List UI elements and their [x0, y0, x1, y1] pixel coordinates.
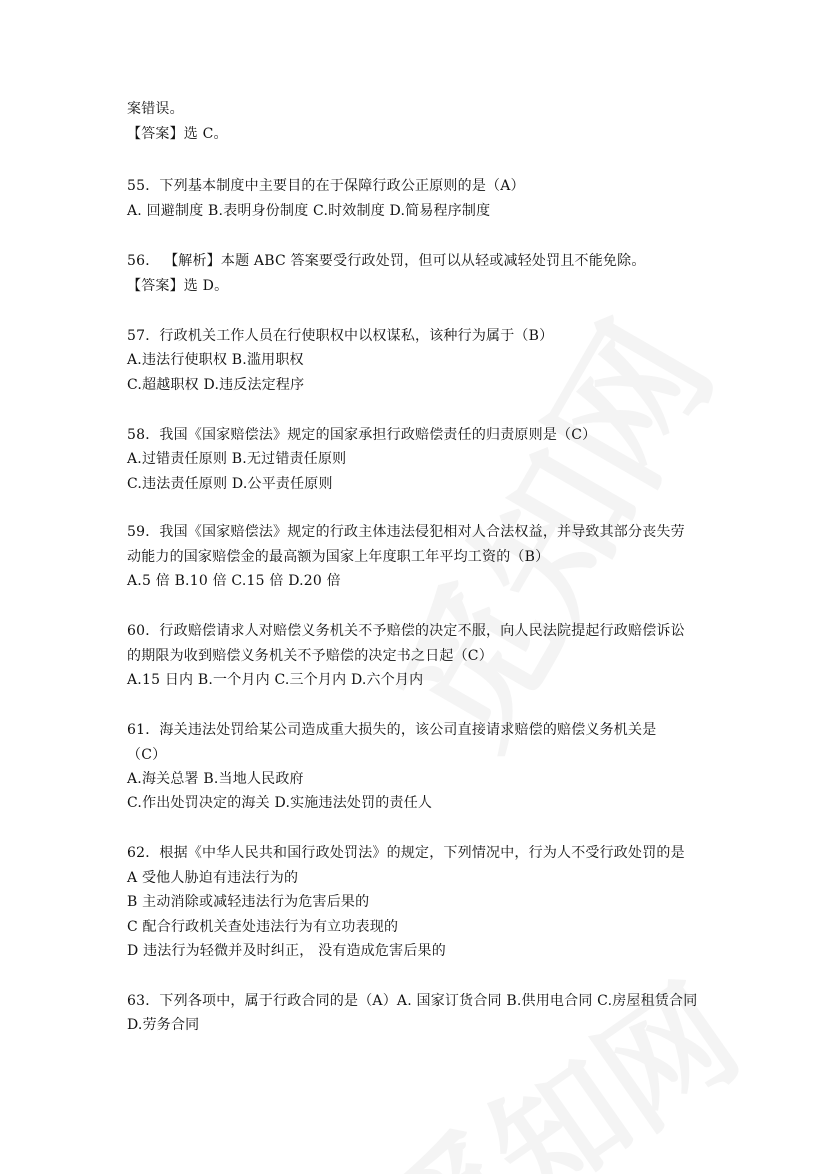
options-line: A.过错责任原则 B.无过错责任原则: [127, 451, 347, 467]
options-line: C.作出处罚决定的海关 D.实施违法处罚的责任人: [127, 795, 433, 811]
option-a: A 受他人胁迫有违法行为的: [127, 870, 299, 886]
question-61: 61．海关违法处罚给某公司造成重大损失的，该公司直接请求赔偿的赔偿义务机关是: [127, 722, 657, 738]
question-59: 59．我国《国家赔偿法》规定的行政主体违法侵犯相对人合法权益，并导致其部分丧失劳: [127, 524, 685, 540]
question-61-cont: （C）: [127, 747, 167, 763]
question-60: 60．行政赔偿请求人对赔偿义务机关不予赔偿的决定不服，向人民法院提起行政赔偿诉讼: [127, 623, 685, 639]
question-59-cont: 动能力的国家赔偿金的最高额为国家上年度职工年平均工资的（B）: [127, 549, 550, 565]
question-55: 55．下列基本制度中主要目的在于保障行政公正原则的是（A）: [127, 178, 525, 194]
question-60-cont: 的期限为收到赔偿义务机关不予赔偿的决定书之日起（C）: [127, 648, 493, 664]
options-line: C.违法责任原则 D.公平责任原则: [127, 476, 333, 492]
options-line: A. 回避制度 B.表明身份制度 C.时效制度 D.简易程序制度: [127, 203, 491, 219]
options-line: A.违法行使职权 B.滥用职权: [127, 352, 304, 368]
text-line: 案错误。: [127, 101, 184, 117]
watermark: [342, 935, 769, 1174]
question-56: 56． 【解析】本题 ABC 答案要受行政处罚，但可以从轻或减轻处罚且不能免除。: [127, 253, 646, 269]
option-d: D 违法行为轻微并及时纠正， 没有造成危害后果的: [127, 943, 446, 959]
options-line: C.超越职权 D.违反法定程序: [127, 377, 305, 393]
options-line: A.5 倍 B.10 倍 C.15 倍 D.20 倍: [127, 573, 341, 589]
question-63: 63．下列各项中，属于行政合同的是（A）A. 国家订货合同 B.供用电合同 C.房屋租赁合同: [127, 993, 698, 1009]
option-b: B 主动消除或减轻违法行为危害后果的: [127, 894, 370, 910]
question-63-cont: D.劳务合同: [127, 1017, 200, 1033]
answer-line: 【答案】选 D。: [127, 278, 229, 294]
options-line: A.海关总署 B.当地人民政府: [127, 771, 304, 787]
question-58: 58．我国《国家赔偿法》规定的国家承担行政赔偿责任的归责原则是（C）: [127, 427, 597, 443]
option-c: C 配合行政机关查处违法行为有立功表现的: [127, 919, 399, 935]
question-62: 62．根据《中华人民共和国行政处罚法》的规定，下列情况中，行为人不受行政处罚的是: [127, 845, 685, 861]
question-57: 57．行政机关工作人员在行使职权中以权谋私，该种行为属于（B）: [127, 328, 554, 344]
options-line: A.15 日内 B.一个月内 C.三个月内 D.六个月内: [127, 672, 424, 688]
answer-line: 【答案】选 C。: [127, 126, 228, 142]
